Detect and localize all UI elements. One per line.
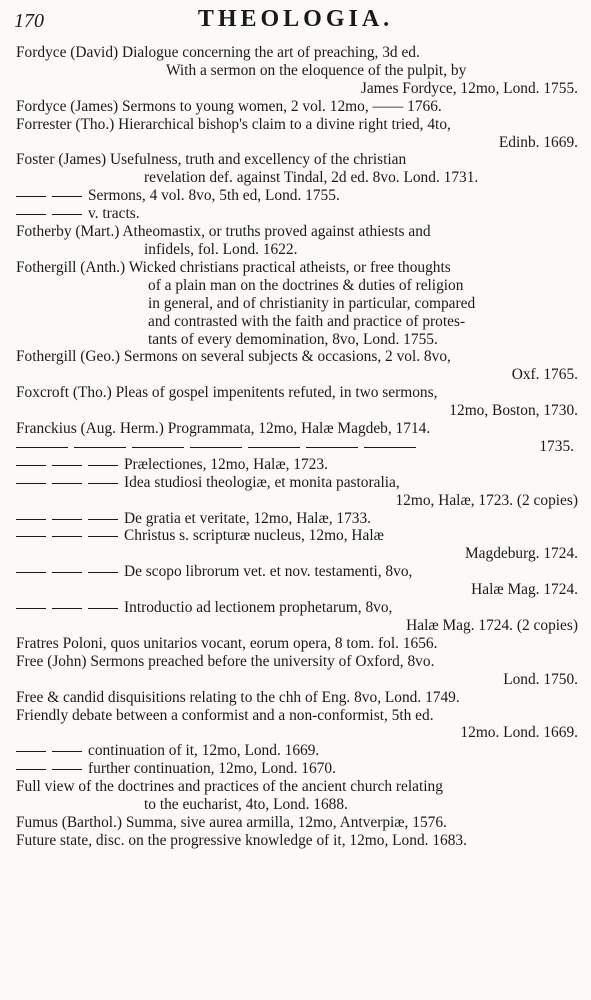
catalog-line (16, 313, 582, 331)
ditto-dash (88, 536, 118, 537)
catalog-line-text: tants of every demomination, 8vo, Lond. 1755. (148, 330, 438, 348)
catalog-line (16, 402, 582, 420)
catalog-line-text: and contrasted with the faith and practice of protes- (148, 312, 466, 330)
catalog-line (16, 295, 582, 313)
ditto-dash (52, 196, 82, 197)
catalog-line-text: With a sermon on the eloquence of the pulpit, by (166, 61, 467, 79)
ditto-dash (52, 536, 82, 537)
catalog-line (16, 62, 582, 80)
catalog-line-text: 12mo, Boston, 1730. (449, 402, 578, 420)
catalog-line (16, 474, 582, 492)
ditto-dash (52, 769, 82, 770)
page-number: 170 (14, 10, 44, 32)
catalog-line (16, 760, 582, 778)
catalog-line (16, 331, 582, 349)
catalog-line (16, 599, 582, 617)
catalog-line-text: infidels, fol. Lond. 1622. (144, 240, 298, 258)
catalog-line (16, 241, 582, 259)
catalog-line (16, 44, 582, 62)
catalog-line (16, 635, 582, 653)
catalog-line-text: of a plain man on the doctrines & duties of religion (148, 276, 464, 294)
ditto-dash (132, 447, 184, 448)
catalog-line-text: 12mo, Halæ, 1723. (2 copies) (395, 491, 578, 509)
catalog-line-text: Idea studiosi theologiæ, et monita pastoralia, (124, 473, 400, 491)
catalog-line (16, 134, 582, 152)
catalog-line (16, 563, 582, 581)
catalog-line-text: Fordyce (David) Dialogue concerning the art of preaching, 3d ed. (16, 44, 420, 61)
ditto-dash (16, 608, 46, 609)
catalog-line-text: to the eucharist, 4to, Lond. 1688. (144, 796, 348, 814)
ditto-dash (52, 465, 82, 466)
catalog-line-text: Forrester (Tho.) Hierarchical bishop's claim to a divine right tried, 4to, (16, 115, 451, 133)
ditto-dash (52, 214, 82, 215)
page-header (0, 4, 591, 36)
catalog-line (16, 187, 582, 205)
ditto-dashes (16, 438, 422, 455)
ditto-dash (16, 572, 46, 573)
catalog-line-text: Introductio ad lectionem prophetarum, 8vo, (124, 599, 393, 617)
ditto-dash (52, 519, 82, 520)
catalog-line (16, 259, 582, 277)
catalog-line (16, 80, 582, 98)
catalog-line-text: Free & candid disquisitions relating to the chh of Eng. 8vo, Lond. 1749. (16, 688, 460, 706)
catalog-line (16, 689, 582, 707)
catalog-line-text: Fotherby (Mart.) Atheomastix, or truths proved against athiests and (16, 223, 431, 241)
catalog-line (16, 653, 582, 671)
catalog-line (16, 277, 582, 295)
catalog-line-text: James Fordyce, 12mo, Lond. 1755. (360, 79, 578, 97)
catalog-line (16, 617, 582, 635)
catalog-line (16, 384, 582, 402)
ditto-dashes (16, 563, 124, 580)
catalog-line-text: Friendly debate between a conformist and a non-conformist, 5th ed. (16, 706, 434, 724)
ditto-dash (16, 214, 46, 215)
ditto-dash (190, 447, 242, 448)
catalog-line (16, 438, 582, 456)
ditto-dash (16, 447, 68, 448)
ditto-dashes (16, 187, 88, 204)
catalog-line-text: Full view of the doctrines and practices of the ancient church relating (16, 778, 443, 796)
catalog-line (16, 510, 582, 528)
catalog-line (16, 169, 582, 187)
catalog-line-text: Foxcroft (Tho.) Pleas of gospel impenitents refuted, in two sermons, (16, 384, 438, 402)
catalog-line (16, 796, 582, 814)
catalog-line-text: De gratia et veritate, 12mo, Halæ, 1733. (124, 509, 372, 527)
catalog-line (16, 581, 582, 599)
catalog-line (16, 545, 582, 563)
catalog-line (16, 223, 582, 241)
catalog-line-text: Halæ Mag. 1724. (2 copies) (406, 617, 578, 634)
catalog-line (16, 151, 582, 169)
ditto-dashes (16, 527, 124, 544)
catalog-line-text: Fothergill (Anth.) Wicked christians practical atheists, or free thoughts (16, 258, 451, 276)
ditto-dash (16, 769, 46, 770)
catalog-line-text: Edinb. 1669. (498, 133, 578, 151)
running-head: THEOLOGIA. (197, 6, 394, 32)
catalog-line-text: in general, and of christianity in particular, compared (148, 294, 476, 312)
catalog-line-text: De scopo librorum vet. et nov. testamenti, 8vo, (124, 563, 413, 581)
ditto-dashes (16, 760, 88, 777)
catalog-line (16, 348, 582, 366)
catalog-line (16, 527, 582, 545)
ditto-dash (16, 465, 46, 466)
catalog-line-text: continuation of it, 12mo, Lond. 1669. (88, 742, 320, 760)
catalog-line (16, 98, 582, 116)
catalog-line (16, 832, 582, 850)
ditto-dash (16, 196, 46, 197)
catalog-line-text: Fothergill (Geo.) Sermons on several subjects & occasions, 2 vol. 8vo, (16, 348, 451, 366)
catalog-line-text: revelation def. against Tindal, 2d ed. 8vo. Lond. 1731. (144, 169, 479, 187)
catalog-line-text: Prælectiones, 12mo, Halæ, 1723. (124, 455, 328, 473)
catalog-line-text: v. tracts. (88, 205, 140, 223)
catalog-line-text: Future state, disc. on the progressive knowledge of it, 12mo, Lond. 1683. (16, 831, 467, 849)
catalog-line (16, 420, 582, 438)
ditto-dash (74, 447, 126, 448)
ditto-dashes (16, 474, 124, 491)
catalog-line (16, 492, 582, 510)
ditto-dash (16, 536, 46, 537)
catalog-line-text: Foster (James) Usefulness, truth and excellency of the christian (16, 151, 407, 169)
catalog-line (16, 814, 582, 832)
ditto-dash (364, 447, 416, 448)
ditto-dashes (16, 205, 88, 222)
catalog-line (16, 742, 582, 760)
ditto-dash (306, 447, 358, 448)
ditto-dash (88, 465, 118, 466)
ditto-dash (16, 519, 46, 520)
catalog-line-text: Lond. 1750. (503, 670, 578, 688)
catalog-line-text: Magdeburg. 1724. (465, 545, 578, 563)
catalog-line-text: 12mo. Lond. 1669. (460, 724, 578, 742)
ditto-dash (52, 751, 82, 752)
catalog-line (16, 205, 582, 223)
catalog-line-text: Fratres Poloni, quos unitarios vocant, eorum opera, 8 tom. fol. 1656. (16, 634, 438, 652)
ditto-dash (16, 751, 46, 752)
catalog-line (16, 366, 582, 384)
ditto-dashes (16, 599, 124, 616)
catalog-line-text: Fordyce (James) Sermons to young women, 2 vol. 12mo, —— 1766. (16, 97, 442, 115)
ditto-dash (52, 483, 82, 484)
catalog-line (16, 778, 582, 796)
ditto-dash (248, 447, 300, 448)
ditto-dashes (16, 510, 124, 527)
catalog-line-text: further continuation, 12mo, Lond. 1670. (88, 760, 336, 778)
catalog-line-text: Halæ Mag. 1724. (471, 581, 578, 599)
ditto-dash (52, 572, 82, 573)
catalog-line (16, 724, 582, 742)
catalog-line (16, 671, 582, 689)
catalog-line (16, 707, 582, 725)
catalog-line-text: 1735. (539, 437, 574, 455)
catalog-line-text: Oxf. 1765. (511, 366, 578, 384)
ditto-dash (52, 608, 82, 609)
ditto-dash (88, 572, 118, 573)
catalog-entries (16, 44, 582, 850)
ditto-dashes (16, 456, 124, 473)
catalog-line-text: Franckius (Aug. Herm.) Programmata, 12mo, Halæ Magdeb, 1714. (16, 420, 431, 438)
ditto-dash (16, 483, 46, 484)
catalog-line-text: Christus s. scripturæ nucleus, 12mo, Halæ (124, 527, 384, 545)
catalog-line-text: Free (John) Sermons preached before the university of Oxford, 8vo. (16, 652, 435, 670)
ditto-dash (88, 483, 118, 484)
catalog-line (16, 116, 582, 134)
ditto-dashes (16, 742, 88, 759)
catalog-line (16, 456, 582, 474)
catalog-line-text: Fumus (Barthol.) Summa, sive aurea armilla, 12mo, Antverpiæ, 1576. (16, 813, 447, 831)
ditto-dash (88, 608, 118, 609)
ditto-dash (88, 519, 118, 520)
catalog-line-text: Sermons, 4 vol. 8vo, 5th ed, Lond. 1755. (88, 187, 340, 205)
